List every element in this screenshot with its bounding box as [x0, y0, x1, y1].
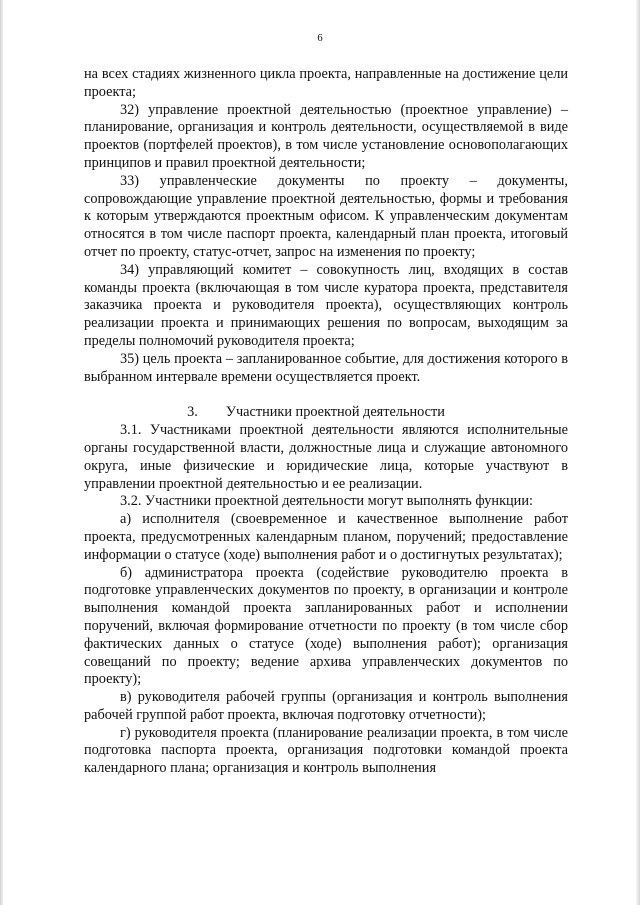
paragraph-3-1: 3.1. Участниками проектной деятельности являются исполнительные органы государственной власти, должностные лица и служащие автономного округа, иные физические и юридические лица, которые участвуют в управлении проектной деятельностью и ее реализации. [84, 422, 568, 492]
paragraph-item-a: а) исполнителя (своевременное и качественное выполнение работ проекта, предусмотренных календарным планом, поручений; предоставление информации о статусе (ходе) выполнения работ и о достигнутых результатах); [84, 511, 568, 563]
paragraph-item-34: 34) управляющий комитет – совокупность лиц, входящих в состав команды проекта (включающая в том числе куратора проекта, представителя заказчика проекта и руководителя проекта), осуществляющих контроль реализации проекта и принимающих решения по вопросам, выходящим за пределы полномочий руководителя проекта; [84, 261, 568, 349]
document-body [84, 66, 568, 778]
paragraph-item-b: б) администратора проекта (содействие руководителю проекта в подготовке управленческих документов по проекту, в организации и контроле выполнения командой проекта запланированных работ и исполнении поручений, включая формирование отчетности по проекту (в том числе сбор фактических данных о статусе (ходе) выполнения работ); организация совещаний по проекту; ведение архива управленческих документов по проекту); [84, 564, 568, 688]
paragraph-item-32: 32) управление проектной деятельностью (проектное управление) – планирование, организация и контроль деятельности, осуществляемой в виде проектов (портфелей проектов), в том числе установление основополагающих принципов и правил проектной деятельности; [84, 101, 568, 171]
page-number: 6 [317, 33, 323, 44]
scan-edge-left [0, 0, 3, 905]
paragraph-item-33: 33) управленческие документы по проекту – документы, сопровождающие управление проектной деятельностью, формы и требования к которым утверждаются проектным офисом. К управленческим документам относятся в том числе паспорт проекта, календарный план проекта, итоговый отчет по проекту, статус-отчет, запрос на изменения по проекту; [84, 172, 568, 260]
scan-edge-right [636, 0, 640, 905]
section-title: Участники проектной деятельности [225, 404, 445, 421]
section-number: 3. [187, 404, 198, 421]
section-heading [84, 404, 568, 422]
paragraph-continuation: на всех стадиях жизненного цикла проекта, направленные на достижение цели проекта; [84, 66, 568, 100]
paragraph-item-35: 35) цель проекта – запланированное событие, для достижения которого в выбранном интервале времени осуществляется проект. [84, 350, 568, 385]
paragraph-3-2: 3.2. Участники проектной деятельности могут выполнять функции: [120, 493, 533, 510]
paragraph-item-g: г) руководителя проекта (планирование реализации проекта, в том числе подготовка паспорта проекта, организация подготовки командой проекта календарного плана; организация и контроль выполнения [84, 724, 568, 777]
paragraph-item-v: в) руководителя рабочей группы (организация и контроль выполнения рабочей группой работ проекта, включая подготовку отчетности); [84, 689, 568, 723]
